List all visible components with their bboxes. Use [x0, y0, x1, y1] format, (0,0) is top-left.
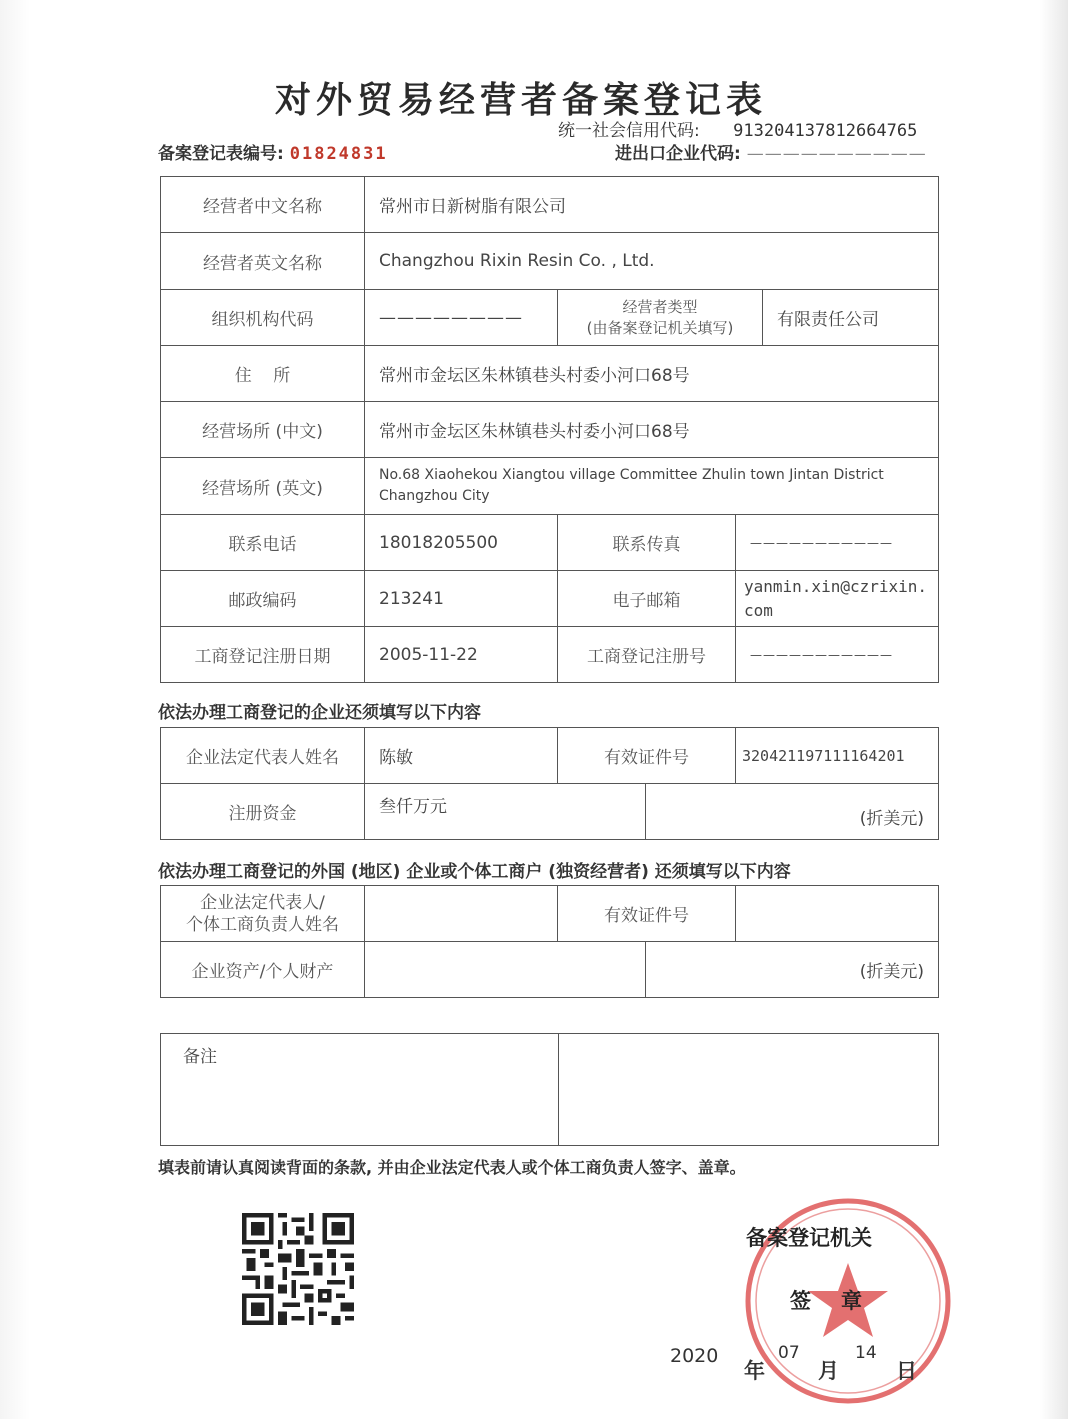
- foreign-rep-value: [365, 886, 558, 942]
- table-row: [161, 177, 939, 233]
- table-row: [161, 1034, 939, 1146]
- table-row: [161, 458, 939, 515]
- registration-authority-label: 备案登记机关: [746, 1226, 872, 1250]
- table-row: [161, 233, 939, 290]
- enterprise-table: [160, 727, 939, 840]
- credit-code-value: 913204137812664765: [733, 121, 918, 141]
- date-day-unit: 日: [896, 1359, 917, 1383]
- postcode-value: 213241: [365, 571, 558, 627]
- table-row: [161, 402, 939, 458]
- foreign-rep-label-line1: 企业法定代表人/: [200, 892, 325, 913]
- operator-type-label-line2: (由备案登记机关填写): [586, 318, 734, 337]
- date-month: 07: [778, 1343, 800, 1363]
- capital-usd-label: (折美元): [646, 784, 939, 840]
- table-row: [161, 886, 939, 942]
- table-row: [161, 728, 939, 784]
- remarks-label: 备注: [161, 1034, 559, 1146]
- operator-type-label: [558, 290, 763, 346]
- footnote: 填表前请认真阅读背面的条款, 并由企业法定代表人或个体工商负责人签字、盖章。: [158, 1158, 746, 1177]
- date-year-unit: 年: [744, 1359, 765, 1383]
- operator-type-label-line1: 经营者类型: [622, 297, 698, 316]
- email-label: 电子邮箱: [558, 571, 736, 627]
- credit-code-label: 统一社会信用代码:: [558, 121, 700, 141]
- record-number-value: 01824831: [289, 144, 388, 164]
- org-code-value: ————————: [365, 290, 558, 346]
- legal-rep-label: 企业法定代表人姓名: [161, 728, 365, 784]
- remarks-value: [559, 1034, 939, 1146]
- cn-name-label: 经营者中文名称: [161, 177, 365, 233]
- fax-value: ———————————: [736, 515, 939, 571]
- table-row: [161, 627, 939, 683]
- phone-value: 18018205500: [365, 515, 558, 571]
- foreign-id-value: [736, 886, 939, 942]
- remarks-table: [160, 1033, 939, 1146]
- fax-label: 联系传真: [558, 515, 736, 571]
- en-name-label: 经营者英文名称: [161, 233, 365, 290]
- en-name-value: Changzhou Rixin Resin Co. , Ltd.: [365, 233, 939, 290]
- record-number-line: [158, 139, 388, 164]
- premises-en-label: 经营场所 (英文): [161, 458, 365, 515]
- qr-code-icon: [242, 1213, 354, 1325]
- section2-heading: 依法办理工商登记的外国 (地区) 企业或个体工商户 (独资经营者) 还须填写以下内容: [158, 862, 791, 882]
- postcode-label: 邮政编码: [161, 571, 365, 627]
- table-row: [161, 346, 939, 402]
- table-row: [161, 942, 939, 998]
- import-export-code-line: [615, 139, 927, 164]
- cn-name-value: 常州市日新树脂有限公司: [365, 177, 939, 233]
- premises-cn-value: 常州市金坛区朱林镇巷头村委小河口68号: [365, 402, 939, 458]
- signature-seal-label: 签章: [790, 1289, 892, 1313]
- reg-no-value: ———————————: [736, 627, 939, 683]
- table-row: [161, 290, 939, 346]
- reg-date-label: 工商登记注册日期: [161, 627, 365, 683]
- premises-en-value: No.68 Xiaohekou Xiangtou village Committee Zhulin town Jintan District Changzhou City: [365, 458, 939, 515]
- reg-date-value: 2005-11-22: [365, 627, 558, 683]
- credit-code-line: [558, 116, 917, 141]
- document-title: 对外贸易经营者备案登记表: [275, 79, 768, 121]
- org-code-label: 组织机构代码: [161, 290, 365, 346]
- foreign-enterprise-table: [160, 885, 939, 998]
- assets-label: 企业资产/个人财产: [161, 942, 365, 998]
- address-value: 常州市金坛区朱林镇巷头村委小河口68号: [365, 346, 939, 402]
- date-day: 14: [855, 1343, 877, 1363]
- foreign-rep-label: [161, 886, 365, 942]
- main-info-table: [160, 176, 939, 683]
- record-number-label: 备案登记表编号:: [158, 144, 284, 164]
- table-row: [161, 784, 939, 840]
- phone-label: 联系电话: [161, 515, 365, 571]
- foreign-rep-label-line2: 个体工商负责人姓名: [186, 914, 339, 935]
- id-label: 有效证件号: [558, 728, 736, 784]
- address-label: 住 所: [161, 346, 365, 402]
- date-year: 2020: [670, 1345, 719, 1367]
- import-export-code-label: 进出口企业代码:: [615, 144, 741, 164]
- assets-usd-label: (折美元): [646, 942, 939, 998]
- reg-no-label: 工商登记注册号: [558, 627, 736, 683]
- legal-rep-value: 陈敏: [365, 728, 558, 784]
- table-row: [161, 571, 939, 627]
- table-row: [161, 515, 939, 571]
- capital-label: 注册资金: [161, 784, 365, 840]
- capital-value: 叁仟万元: [365, 784, 646, 840]
- email-value: yanmin.xin@czrixin.com: [736, 571, 939, 627]
- assets-value: [365, 942, 646, 998]
- premises-cn-label: 经营场所 (中文): [161, 402, 365, 458]
- date-month-unit: 月: [818, 1359, 839, 1383]
- import-export-code-value: ——————————: [746, 144, 927, 164]
- operator-type-value: 有限责任公司: [763, 290, 939, 346]
- foreign-id-label: 有效证件号: [558, 886, 736, 942]
- section1-heading: 依法办理工商登记的企业还须填写以下内容: [158, 703, 481, 723]
- id-number-value: 320421197111164201: [736, 728, 939, 784]
